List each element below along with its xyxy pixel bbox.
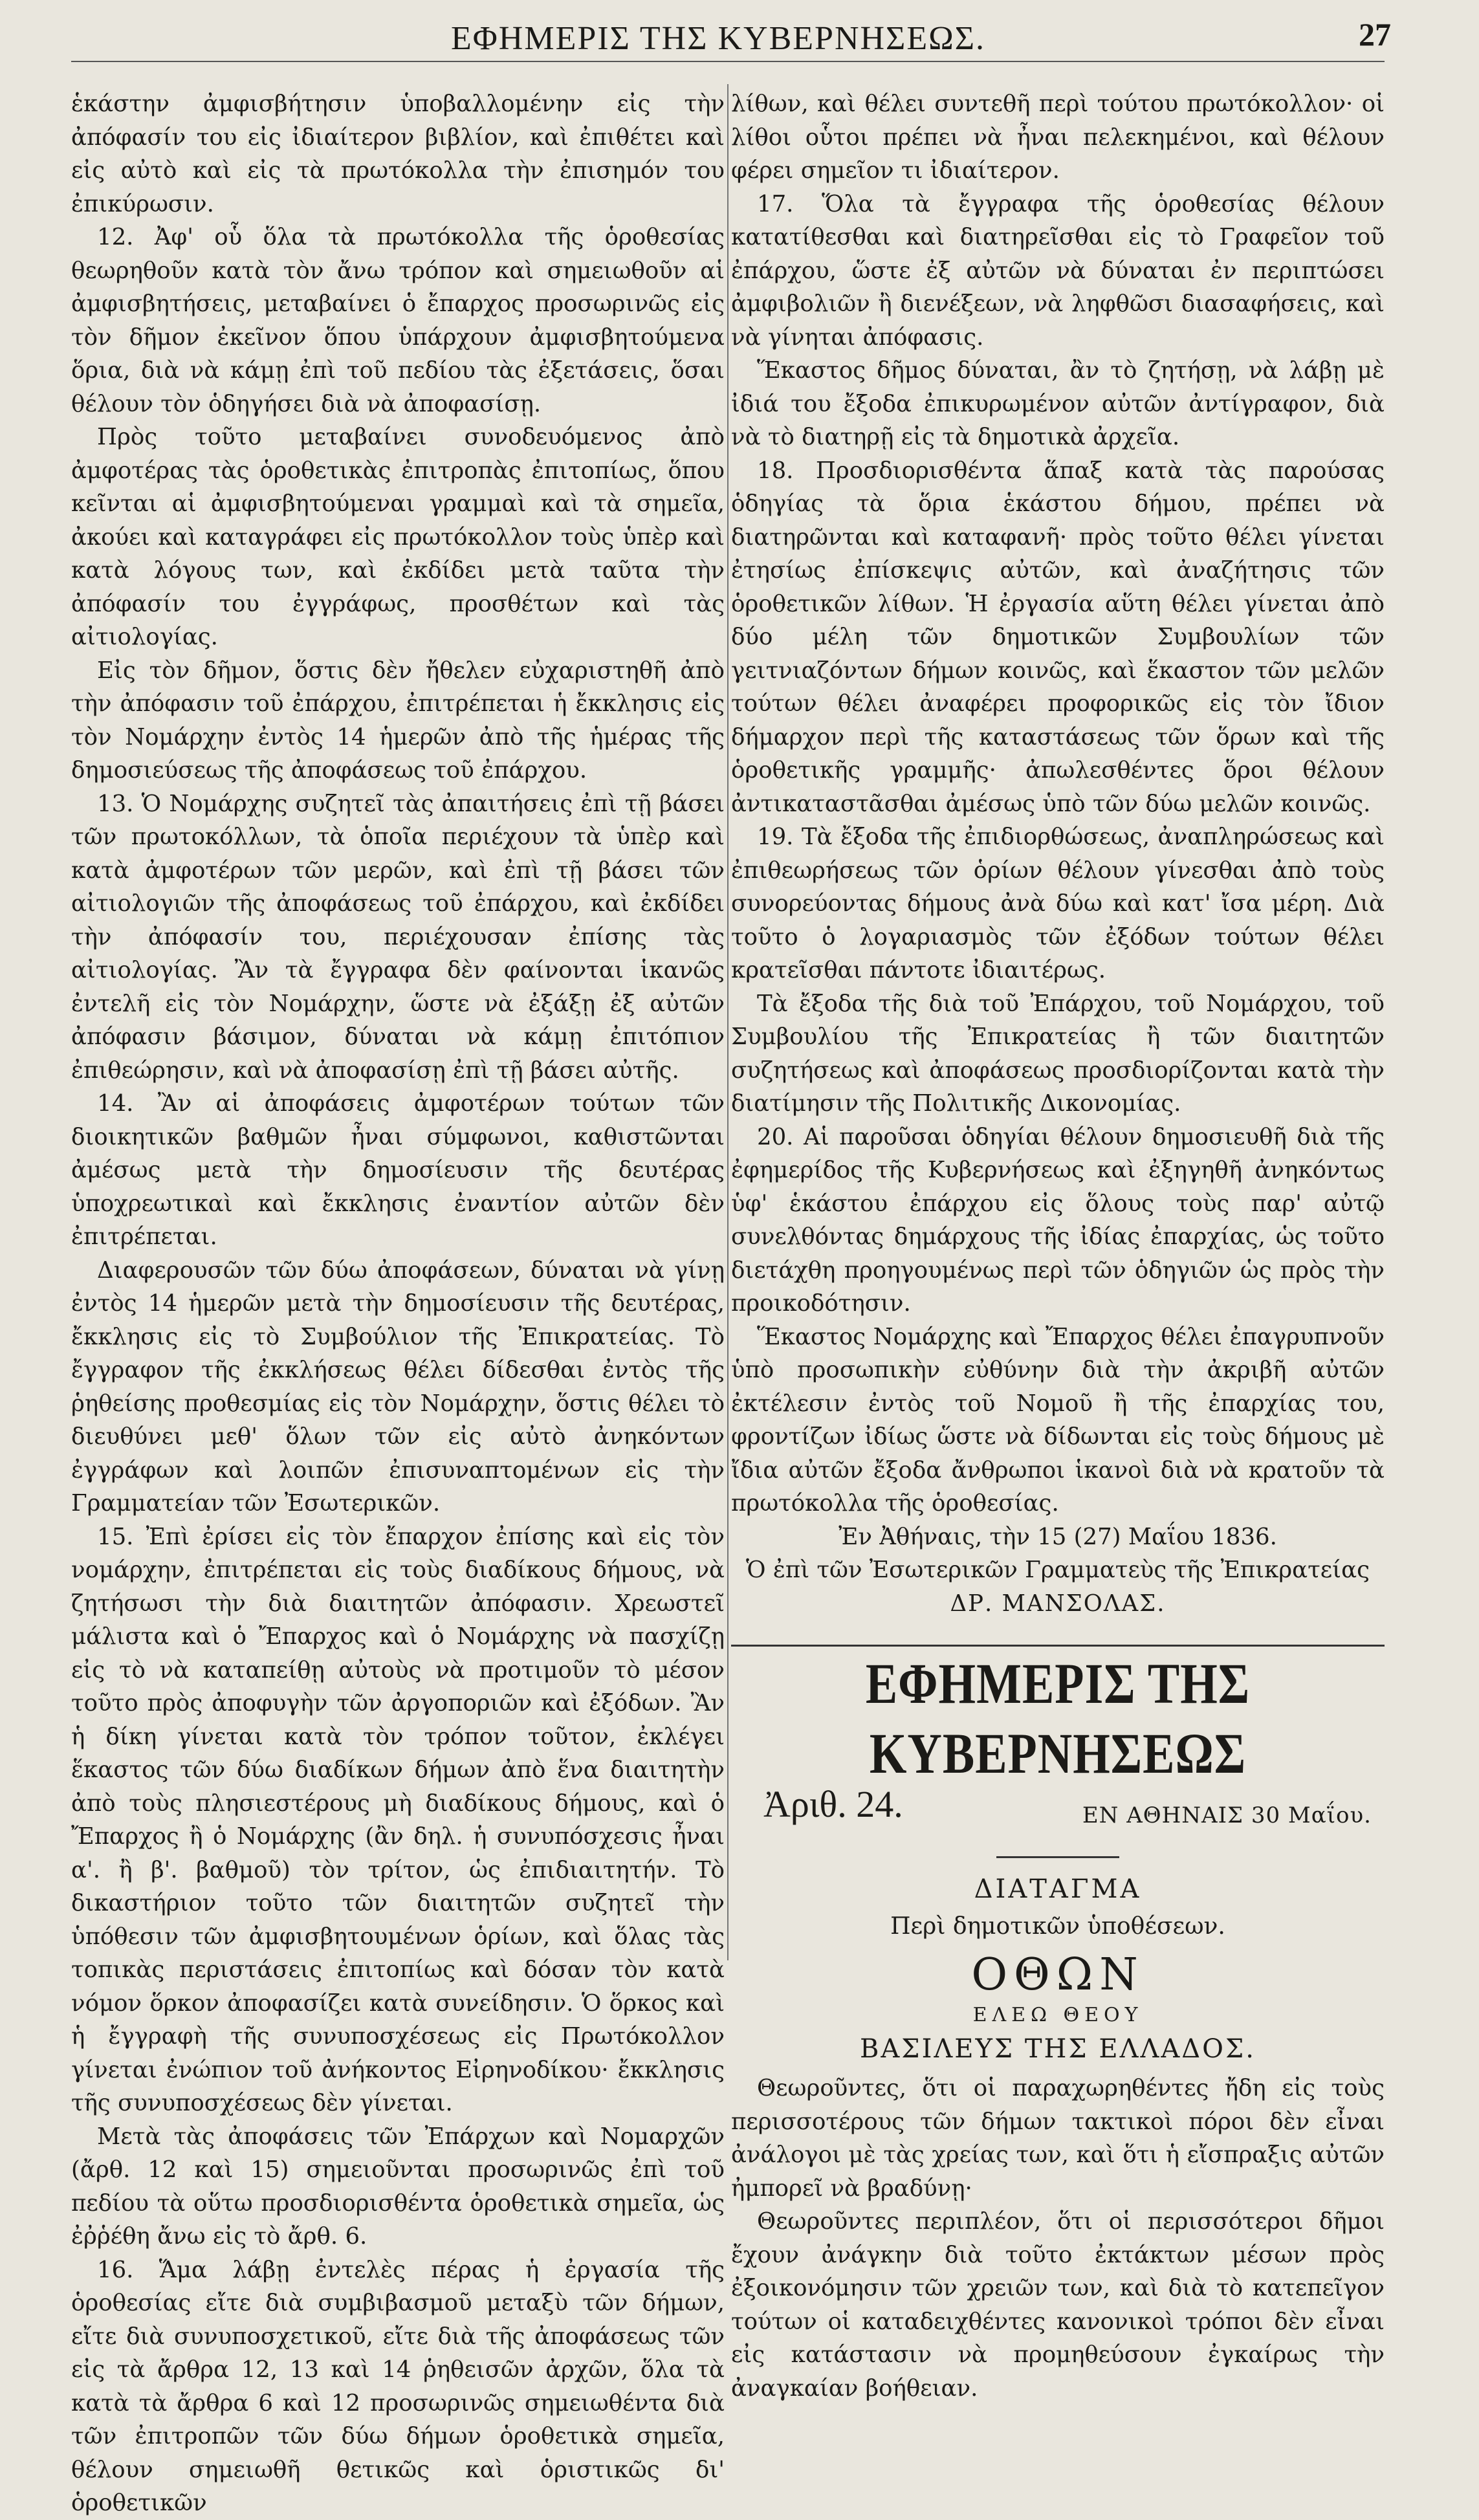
column-rule xyxy=(727,84,729,1960)
article-paragraph: 16. Ἅμα λάβῃ ἐντελὲς πέρας ἡ ἐργασία τῆς ὁροθεσίας εἴτε διὰ συμβιβασμοῦ μεταξὺ τῶν δήμων, εἴτε διὰ συνυποσχετικοῦ, εἴτε διὰ τῆς ἀποφάσεως τῶν εἰς τὰ ἄρθρα 12, 13 καὶ 14 ῥηθεισῶν ἀρχῶν, ὅλα τὰ κατὰ τὰ ἄρθρα 6 καὶ 12 προσωρινῶς σημειωθέντα διὰ τῶν ἐπιτροπῶν τῶν δύω δήμων ὁροθετικὰ σημεῖα, θέλουν σημειωθῆ θετικῶς καὶ ὁριστικῶς δι' ὁροθετικῶν xyxy=(71,2256,725,2516)
article-paragraph: 17. Ὅλα τὰ ἔγγραφα τῆς ὁροθεσίας θέλουν κατατίθεσθαι καὶ διατηρεῖσθαι εἰς τὸ Γραφεῖον τοῦ ἐπάρχου, ὥστε ἐξ αὐτῶν νὰ δύναται ἐν περιπτώσει ἀμφιβολιῶν ἢ διενέξεων, νὰ ληφθῶσι διασαφήσεις, καὶ νὰ γίνηται ἀπόφασις. xyxy=(731,190,1385,351)
article-paragraph: Ἕκαστος δῆμος δύναται, ἂν τὸ ζητήσῃ, νὰ λάβῃ μὲ ἰδιά του ἔξοδα ἐπικυρωμένον αὐτῶν ἀντίγραφον, διὰ νὰ τὸ διατηρῇ εἰς τὰ δημοτικὰ ἀρχεῖα. xyxy=(731,357,1385,450)
right-column-body xyxy=(731,87,1385,1520)
decree-paragraph: Θεωροῦντες, ὅτι οἱ παραχωρηθέντες ἤδη εἰς τοὺς περισσοτέρους τῶν δήμων τακτικοὶ πόροι δὲν εἶναι ἀνάλογοι μὲ τὰς χρείας των, καὶ ὅτι ἡ εἴσπραξις αὐτῶν ἠμπορεῖ νὰ βραδύνῃ· xyxy=(731,2075,1385,2202)
right-column xyxy=(731,87,1385,2405)
king-title: ΒΑΣΙΛΕΥΣ ΤΗΣ ΕΛΛΑΔΟΣ. xyxy=(860,2034,1256,2064)
closing-place-date: Ἐν Ἀθήναις, τὴν 15 (27) Μαΐου 1836. xyxy=(838,1523,1277,1550)
article-paragraph: Διαφερουσῶν τῶν δύω ἀποφάσεων, δύναται νὰ γίνῃ ἐντὸς 14 ἡμερῶν μετὰ τὴν δημοσίευσιν τῆς δευτέρας, ἔκκλησις εἰς τὸ Συμβούλιον τῆς Ἐπικρατείας. Τὸ ἔγγραφον τῆς ἐκκλήσεως θέλει δίδεσθαι ἐντὸς τῆς ῥηθείσης προθεσμίας εἰς τὸν Νομάρχην, ὅστις θέλει τὸ διευθύνει μεθ' ὅλων τῶν εἰς αὐτὸ ἀνηκόντων ἐγγράφων καὶ λοιπῶν ἐπισυναπτομένων εἰς τὴν Γραμματείαν τῶν Ἐσωτερικῶν. xyxy=(71,1256,725,1517)
article-paragraph: Μετὰ τὰς ἀποφάσεις τῶν Ἐπάρχων καὶ Νομαρχῶν (ἄρθ. 12 καὶ 15) σημειοῦνται προσωρινῶς ἐπὶ τοῦ πεδίου τὰ οὕτω προσδιορισθέντα ὁροθετικὰ σημεῖα, ὡς ἐῤῥέθη ἄνω εἰς τὸ ἄρθ. 6. xyxy=(71,2123,725,2250)
running-title: ΕΦΗΜΕΡΙΣ ΤΗΣ ΚΥΒΕΡΝΗΣΕΩΣ. xyxy=(451,20,985,57)
page-number: 27 xyxy=(1359,16,1391,52)
issue-number: Ἀριθ. 24. xyxy=(763,1783,903,1825)
masthead-title: ΕΦΗΜΕΡΙΣ ΤΗΣ ΚΥΒΕΡΝΗΣΕΩΣ xyxy=(865,1652,1251,1786)
decree-subject: Περὶ δημοτικῶν ὑποθέσεων. xyxy=(890,1913,1225,1940)
article-paragraph: 19. Τὰ ἔξοδα τῆς ἐπιδιορθώσεως, ἀναπληρώσεως καὶ ἐπιθεωρήσεως τῶν ὁρίων θέλουν γίνεσθαι ἀπὸ τοὺς συνορεύοντας δήμους ἀνὰ δύω καὶ κατ' ἴσα μέρη. Διὰ τοῦτο ὁ λογαριασμὸς τῶν ἐξόδων τούτων θέλει κρατεῖσθαι πάντοτε ἰδιαιτέρως. xyxy=(731,824,1385,983)
article-paragraph: Τὰ ἔξοδα τῆς διὰ τοῦ Ἐπάρχου, τοῦ Νομάρχου, τοῦ Συμβουλίου τῆς Ἐπικρατείας ἢ τῶν διαιτητῶν συζητήσεως καὶ ἀποφάσεως προσδιορίζονται κατὰ τὴν διατίμησιν τῆς Πολιτικῆς Δικονομίας. xyxy=(731,990,1385,1117)
grace-line: ΕΛΕΩ ΘΕΟΥ xyxy=(972,2004,1143,2026)
decree-paragraph: Θεωροῦντες περιπλέον, ὅτι οἱ περισσότεροι δῆμοι ἔχουν ἀνάγκην διὰ τοῦτο ἐκτάκτων μέσων πρὸς ἐξοικονόμησιν τῶν χρειῶν των, καὶ διὰ τὸ κατεπεῖγον τούτων οἱ καταδειχθέντες κανονικοὶ τρόποι δὲν εἶναι εἰς κατάστασιν νὰ προμηθεύσουν ἐγκαίρως τὴν ἀναγκαίαν βοήθειαν. xyxy=(731,2208,1385,2402)
king-name: ΟΘΩΝ xyxy=(971,1949,1145,2000)
article-paragraph: 15. Ἐπὶ ἐρίσει εἰς τὸν ἔπαρχον ἐπίσης καὶ εἰς τὸν νομάρχην, ἐπιτρέπεται εἰς τοὺς διαδίκους δήμους, νὰ ζητήσωσι τὴν διὰ διαιτητῶν ἀπόφασιν. Χρεωστεῖ μάλιστα καὶ ὁ Ἔπαρχος καὶ ὁ Νομάρχης νὰ πασχίζῃ εἰς τὸ νὰ καταπείθῃ αὐτοὺς νὰ προτιμοῦν τὸ μέσον τοῦτο πρὸς ἀποφυγὴν τῶν ἀργοποριῶν καὶ ἐξόδων. Ἂν ἡ δίκη γίνεται κατὰ τὸν τρόπον τοῦτον, ἐκλέγει ἕκαστος τῶν δύω διαδίκων δήμων ἀπὸ ἕνα διαιτητὴν ἀπὸ τοὺς πλησιεστέρους μὴ διαδίκους δήμους, καὶ ὁ Ἔπαρχος ἢ ὁ Νομάρχης (ἂν δηλ. ἡ συνυπόσχεσις ἦναι α'. ἢ β'. βαθμοῦ) τὸν τρίτον, ὡς ἐπιδιαιτητήν. Τὸ δικαστήριον τοῦτο τῶν διαιτητῶν συζητεῖ τὴν ὑπόθεσιν τῶν ἀμφισβητουμένων ὁρίων, καὶ ὅλας τὰς τοπικὰς περιστάσεις ἐπιτοπίως καὶ δόσαν τὸν κατὰ νόμον ὅρκον ἀποφασίζει κατὰ συνείδησιν. Ὁ ὅρκος καὶ ἡ ἔγγραφὴ τῆς συνυποσχέσεως εἰς Πρωτόκολλον γίνεται ἐνώπιον τοῦ ἀνήκοντος Εἰρηνοδίκου· ἔκκλησις τῆς συνυποσχέσεως δὲν γίνεται. xyxy=(71,1523,725,2116)
issue-line xyxy=(731,1783,1385,1839)
signatory-title: Ὁ ἐπὶ τῶν Ἐσωτερικῶν Γραμματεὺς τῆς Ἐπικρατείας xyxy=(746,1557,1370,1583)
article-paragraph: Πρὸς τοῦτο μεταβαίνει συνοδευόμενος ἀπὸ ἀμφοτέρας τὰς ὁροθετικὰς ἐπιτροπὰς ἐπιτοπίως, ὅπου κεῖνται αἱ ἀμφισβητούμεναι γραμμαὶ καὶ τὰ σημεῖα, ἀκούει καὶ καταγράφει εἰς πρωτόκολλον τοὺς ὑπὲρ καὶ κατὰ λόγους των, καὶ ἐκδίδει μετὰ ταῦτα τὴν ἀπόφασίν του ἐγγράφως, προσθέτων καὶ τὰς αἰτιολογίας. xyxy=(71,424,725,650)
header-rule xyxy=(71,61,1385,62)
article-paragraph: λίθων, καὶ θέλει συντεθῆ περὶ τούτου πρωτόκολλον· οἱ λίθοι οὗτοι πρέπει νὰ ἦναι πελεκημένοι, καὶ θέλουν φέρει σημεῖον τι ἰδιαίτερον. xyxy=(731,91,1385,184)
signatory-name: ΔΡ. ΜΑΝΣΟΛΑΣ. xyxy=(950,1590,1166,1617)
short-rule xyxy=(996,1856,1119,1858)
article-paragraph: 12. Ἀφ' οὗ ὅλα τὰ πρωτόκολλα τῆς ὁροθεσίας θεωρηθοῦν κατὰ τὸν ἄνω τρόπον καὶ σημειωθοῦν αἱ ἀμφισβητήσεις, μεταβαίνει ὁ ἔπαρχος προσωρινῶς εἰς τὸν δῆμον ἐκεῖνον ὅπου ὑπάρχουν ἀμφισβητούμενα ὅρια, διὰ νὰ κάμῃ ἐπὶ τοῦ πεδίου τὰς ἐξετάσεις, ὅσαι θέλουν τὸν ὁδηγήσει διὰ νὰ ἀποφασίσῃ. xyxy=(71,224,725,417)
section-rule xyxy=(731,1645,1385,1647)
article-paragraph: 18. Προσδιορισθέντα ἅπαξ κατὰ τὰς παρούσας ὁδηγίας τὰ ὅρια ἑκάστου δήμου, πρέπει νὰ διατηρῶνται καὶ καταφανῆ· πρὸς τοῦτο θέλει γίνεται ἐτησίως ἐπίσκεψις αὐτῶν, καὶ ἀναζήτησις τῶν ὁροθετικῶν λίθων. Ἡ ἐργασία αὕτη θέλει γίνεται ἀπὸ δύο μέλη τῶν δημοτικῶν Συμβουλίων τῶν γειτνιαζόντων δήμων κοινῶς, καὶ ἕκαστον τῶν μελῶν τούτων θέλει ἀναφέρει προφορικῶς εἰς τὸν ἴδιον δήμαρχον περὶ τῆς καταστάσεως τῶν ὅρων καὶ τῆς ὁροθετικῆς γραμμῆς· ἀπωλεσθέντες ὅροι θέλουν ἀντικαταστᾶσθαι ἀμέσως ὑπὸ τῶν δύω μελῶν κοινῶς. xyxy=(731,457,1385,817)
decree-heading: ΔΙΑΤΑΓΜΑ xyxy=(974,1874,1142,1904)
left-column xyxy=(71,87,725,2520)
article-paragraph: ἑκάστην ἀμφισβήτησιν ὑποβαλλομένην εἰς τὴν ἀπόφασίν του εἰς ἰδιαίτερον βιβλίον, καὶ ἐπιθέτει καὶ εἰς αὐτὸ καὶ εἰς τὰ πρωτόκολλα τὴν ἐπισημόν του ἐπικύρωσιν. xyxy=(71,91,725,217)
article-paragraph: 13. Ὁ Νομάρχης συζητεῖ τὰς ἀπαιτήσεις ἐπὶ τῇ βάσει τῶν πρωτοκόλλων, τὰ ὁποῖα περιέχουν τὰ ὑπὲρ καὶ κατὰ ἀμφοτέρων τῶν μερῶν, καὶ ἐπὶ τῇ βάσει τῶν αἰτιολογιῶν τῆς ἀποφάσεως τοῦ ἐπάρχου, καὶ ἐκδίδει τὴν ἀπόφασίν του, περιέχουσαν ἐπίσης τὰς αἰτιολογίας. Ἂν τὰ ἔγγραφα δὲν φαίνονται ἱκανῶς ἐντελῆ εἰς τὸν Νομάρχην, ὥστε νὰ ἐξάξῃ ἐξ αὐτῶν ἀπόφασιν βάσιμον, δύναται νὰ κάμῃ ἐπιτόπιον ἐπιθεώρησιν, καὶ νὰ ἀποφασίσῃ ἐπὶ τῇ βάσει αὐτῆς. xyxy=(71,790,725,1084)
running-header xyxy=(0,16,1479,61)
article-paragraph: Ἕκαστος Νομάρχης καὶ Ἔπαρχος θέλει ἐπαγρυπνοῦν ὑπὸ προσωπικὴν εὐθύνην διὰ τὴν ἀκριβῆ αὐτῶν ἐκτέλεσιν ἐντὸς τοῦ Νομοῦ ἢ τῆς ἐπαρχίας του, φροντίζων ἰδίως ὥστε νὰ δίδωνται εἰς τοὺς δήμους μὲ ἴδια αὐτῶν ἔξοδα ἄνθρωποι ἱκανοὶ διὰ νὰ κρατοῦν τὰ πρωτόκολλα τῆς ὁροθεσίας. xyxy=(731,1323,1385,1517)
article-paragraph: Εἰς τὸν δῆμον, ὅστις δὲν ἤθελεν εὐχαριστηθῆ ἀπὸ τὴν ἀπόφασιν τοῦ ἐπάρχου, ἐπιτρέπεται ἡ ἔκκλησις εἰς τὸν Νομάρχην ἐντὸς 14 ἡμερῶν ἀπὸ τῆς ἡμέρας τῆς δημοσιεύσεως τῆς ἀποφάσεως τοῦ ἐπάρχου. xyxy=(71,657,725,783)
article-paragraph: 14. Ἂν αἱ ἀποφάσεις ἀμφοτέρων τούτων τῶν διοικητικῶν βαθμῶν ἦναι σύμφωνοι, καθιστῶνται ἀμέσως μετὰ τὴν δημοσίευσιν τῆς δευτέρας ὑποχρεωτικαὶ καὶ ἔκκλησις ἐναντίον αὐτῶν δὲν ἐπιτρέπεται. xyxy=(71,1090,725,1250)
article-paragraph: 20. Αἱ παροῦσαι ὁδηγίαι θέλουν δημοσιευθῆ διὰ τῆς ἐφημερίδος τῆς Κυβερνήσεως καὶ ἐξηγηθῆ ἀνηκόντως ὑφ' ἑκάστου ἐπάρχου εἰς ὅλους τοὺς παρ' αὐτῷ συνελθόντας δημάρχους τῆς ἰδίας ἐπαρχίας, ὡς τοῦτο διετάχθη προηγουμένως περὶ τῶν ὁδηγιῶν ὡς πρὸς τὴν προικοδότησιν. xyxy=(731,1123,1385,1317)
issue-date: ΕΝ ΑΘΗΝΑΙΣ 30 Μαΐου. xyxy=(1082,1802,1372,1828)
